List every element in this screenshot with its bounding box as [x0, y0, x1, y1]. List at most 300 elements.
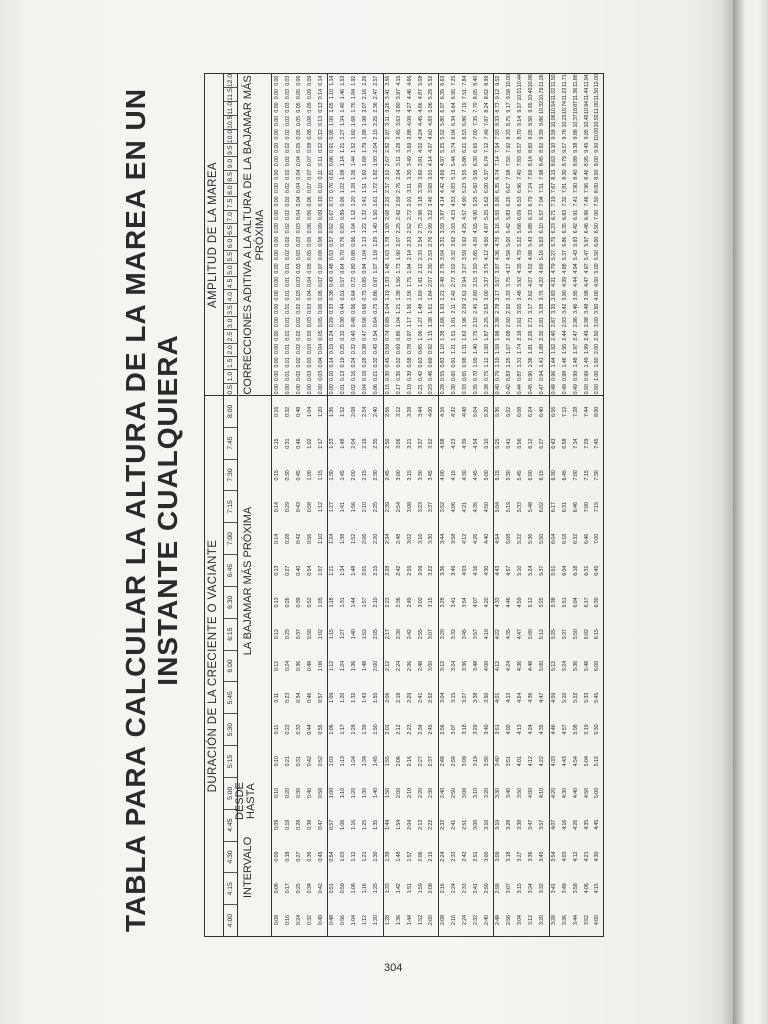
- correction-cell: 2.80: [472, 290, 479, 301]
- interval-cell: 1:36: [329, 406, 336, 417]
- correction-column: [440, 275, 491, 288]
- correction-cell: 0.02: [284, 115, 291, 127]
- amplitude-column-header: 10.0: [224, 129, 237, 143]
- interval-cell: 3:49: [450, 565, 457, 576]
- correction-cell: 0.04: [362, 384, 369, 395]
- table-block: [493, 74, 549, 936]
- correction-cell: 0.01: [284, 263, 291, 274]
- correction-cell: 2.45: [472, 303, 479, 314]
- correction-cell: 11.36: [572, 87, 579, 101]
- interval-cell: 3:44: [572, 915, 579, 926]
- correction-column: [551, 181, 602, 194]
- interval-cell: 4:13: [517, 724, 524, 735]
- correction-column: [274, 329, 325, 342]
- correction-column: [440, 101, 491, 114]
- correction-column: [329, 342, 380, 355]
- correction-cell: 8.70: [517, 129, 524, 140]
- correction-cell: 7.00: [472, 129, 479, 140]
- correction-column: [385, 369, 436, 382]
- correction-cell: 0.03: [284, 89, 291, 100]
- correction-cell: 1.18: [373, 250, 380, 261]
- interval-cell: 2:33: [461, 883, 468, 894]
- interval-cell: 2:33: [450, 851, 457, 862]
- correction-cell: 6.74: [495, 169, 502, 180]
- correction-cell: 9.50: [594, 142, 601, 153]
- interval-cell: 0:31: [284, 438, 291, 449]
- correction-column: [329, 128, 380, 141]
- correction-cell: 3.17: [495, 290, 502, 301]
- correction-cell: 4.57: [461, 209, 468, 220]
- interval-cell: 6:31: [583, 565, 590, 576]
- correction-cell: 5.43: [528, 236, 535, 247]
- correction-cell: 0.03: [306, 317, 313, 328]
- interval-cell: 4:47: [517, 629, 524, 640]
- correction-cell: 0.02: [284, 156, 291, 167]
- correction-cell: 2.48: [440, 276, 446, 288]
- correction-column: [385, 87, 436, 100]
- correction-cell: 5.13: [450, 169, 457, 180]
- interval-cell: 3:58: [450, 533, 457, 544]
- correction-cell: 5.08: [417, 75, 424, 86]
- correction-cell: 1.05: [472, 357, 479, 368]
- correction-cell: 4.79: [550, 263, 557, 274]
- interval-cell: 3:36: [440, 565, 446, 576]
- correction-cell: 4.76: [495, 236, 502, 247]
- correction-cell: 3.75: [539, 290, 546, 301]
- correction-cell: 4.37: [428, 142, 435, 153]
- interval-cell: 3:28: [440, 597, 446, 608]
- interval-cell: 0:10: [274, 756, 280, 767]
- interval-cell: 7:30: [594, 470, 601, 481]
- interval-cell: 3:27: [461, 692, 468, 703]
- correction-cell: 3.18: [417, 196, 424, 207]
- interval-column: [385, 904, 436, 936]
- interval-cell: 7:00: [572, 470, 579, 481]
- correction-cell: 1.94: [406, 263, 413, 274]
- interval-cell: 2:08: [428, 883, 435, 894]
- correction-cell: 0.91: [450, 357, 457, 368]
- interval-cell: 2:30: [395, 629, 402, 640]
- interval-cell: 4:06: [583, 883, 590, 894]
- correction-column: [495, 329, 546, 342]
- duration-column-header: 6:30: [224, 586, 237, 618]
- interval-cell: 1:00: [329, 788, 336, 799]
- interval-cell: 1:17: [340, 724, 347, 735]
- interval-cell: 5:37: [539, 565, 546, 576]
- correction-cell: 0.23: [428, 384, 435, 395]
- interval-cell: 1:33: [329, 438, 336, 449]
- interval-cell: 6:46: [572, 502, 579, 513]
- interval-cell: 6:56: [550, 406, 557, 417]
- interval-cell: 4:40: [572, 788, 579, 799]
- correction-column: [440, 222, 491, 235]
- interval-column: [385, 396, 436, 428]
- interval-cell: 5:30: [594, 724, 601, 735]
- correction-cell: 6.35: [495, 183, 502, 194]
- correction-cell: 7.84: [461, 75, 468, 86]
- correction-cell: 0.03: [306, 330, 313, 341]
- duration-header: DURACIÓN DE LA CRECIENTE O VACIANTE: [207, 539, 219, 793]
- correction-cell: 3.59: [440, 223, 446, 234]
- interval-cell: 7:00: [583, 502, 590, 513]
- correction-cell: 0.01: [284, 290, 291, 301]
- interval-cell: 0:14: [274, 502, 280, 513]
- correction-column: [329, 208, 380, 221]
- correction-cell: 0.95: [340, 196, 347, 207]
- correction-column: [495, 275, 546, 288]
- interval-cell: 3:23: [417, 502, 424, 513]
- interval-column: [329, 460, 380, 492]
- correction-column: [385, 356, 436, 369]
- correction-cell: 4.02: [417, 142, 424, 153]
- interval-cell: 4:00: [428, 406, 435, 417]
- correction-cell: 3.22: [428, 209, 435, 220]
- interval-cell: 1:40: [351, 629, 358, 640]
- amplitude-column-header: 7.0: [224, 210, 237, 223]
- correction-cell: 7.67: [550, 183, 557, 194]
- correction-cell: 1.68: [351, 115, 358, 127]
- correction-cell: 0.00: [274, 344, 280, 355]
- interval-cell: 0:11: [274, 692, 280, 703]
- correction-cell: 1.97: [572, 344, 579, 355]
- correction-cell: 0.03: [295, 223, 302, 234]
- correction-cell: 0.52: [395, 357, 402, 368]
- correction-column: [329, 262, 380, 275]
- correction-cell: 0.83: [506, 370, 513, 381]
- correction-cell: 4.39: [561, 276, 568, 288]
- interval-column: [385, 714, 436, 746]
- correction-cell: 2.14: [406, 250, 413, 261]
- interval-cell: 3:30: [483, 756, 490, 767]
- interval-cell: 1:51: [406, 883, 413, 894]
- interval-cell: 1:03: [340, 851, 347, 862]
- interval-column: [495, 650, 546, 682]
- correction-cell: 0.50: [594, 384, 601, 395]
- interval-cell: 6:43: [550, 438, 557, 449]
- correction-cell: 1.52: [351, 142, 358, 153]
- correction-cell: 0.48: [329, 263, 336, 274]
- interval-cell: 2:40: [373, 406, 380, 417]
- interval-cell: 3:16: [417, 533, 424, 544]
- correction-cell: 0.02: [295, 303, 302, 314]
- interval-cell: 1:02: [306, 438, 313, 449]
- interval-cell: 1:38: [340, 533, 347, 544]
- interval-column: [495, 618, 546, 650]
- interval-cell: 6:17: [583, 597, 590, 608]
- interval-cell: 3:40: [506, 788, 513, 799]
- duration-column-header: 7:45: [224, 427, 237, 459]
- interval-cell: 5:04: [583, 756, 590, 767]
- correction-cell: 0.06: [373, 384, 380, 395]
- correction-column: [551, 168, 602, 181]
- interval-cell: 6:40: [539, 406, 546, 417]
- correction-cell: 5.25: [472, 196, 479, 207]
- correction-cell: 1.60: [362, 169, 369, 180]
- interval-column: [551, 650, 602, 682]
- correction-cell: 7.04: [539, 196, 546, 207]
- interval-column: [495, 777, 546, 809]
- duration-column-header: 4:45: [224, 809, 237, 841]
- correction-cell: 0.04: [295, 156, 302, 167]
- interval-column: [329, 523, 380, 555]
- correction-cell: 0.56: [351, 303, 358, 314]
- interval-cell: 1:52: [351, 533, 358, 544]
- correction-cell: 5.55: [461, 169, 468, 180]
- correction-cell: 0.49: [561, 384, 568, 395]
- correction-cell: 9.58: [506, 89, 513, 100]
- duration-column-header: 4:00: [224, 904, 237, 936]
- correction-cell: 2.87: [550, 317, 557, 328]
- correction-cell: 2.75: [417, 223, 424, 234]
- correction-column: [385, 208, 436, 221]
- correction-cell: 0.02: [284, 209, 291, 220]
- correction-cell: 4.87: [417, 89, 424, 100]
- correction-cell: 1.27: [340, 129, 347, 140]
- correction-cell: 5.16: [539, 250, 546, 261]
- interval-cell: 2:04: [406, 819, 413, 830]
- interval-cell: 4:16: [440, 406, 446, 417]
- interval-cell: 1:21: [329, 565, 336, 576]
- correction-column: [495, 114, 546, 127]
- correction-cell: 10.00: [506, 74, 513, 88]
- correction-cell: 0.00: [274, 129, 280, 140]
- correction-cell: 1.95: [561, 344, 568, 355]
- correction-cell: 5.52: [428, 75, 435, 86]
- correction-column: [440, 383, 491, 396]
- interval-column: [440, 523, 491, 555]
- correction-cell: 3.26: [384, 102, 391, 113]
- interval-cell: 3:52: [583, 915, 590, 926]
- duration-column-header: 4:30: [224, 841, 237, 873]
- correction-column: [495, 195, 546, 208]
- correction-cell: 7.51: [539, 183, 546, 194]
- interval-cell: 3:28: [550, 915, 557, 926]
- interval-column: [274, 523, 325, 555]
- interval-column: [551, 491, 602, 523]
- correction-cell: 0.06: [295, 75, 302, 86]
- correction-cell: 1.04: [395, 317, 402, 328]
- correction-cell: 3.50: [472, 263, 479, 274]
- correction-cell: 1.96: [461, 317, 468, 328]
- interval-cell: 1:48: [351, 565, 358, 576]
- correction-cell: 0.43: [329, 276, 336, 288]
- interval-cell: 2:36: [406, 660, 413, 672]
- correction-cell: 0.76: [329, 183, 336, 194]
- interval-cell: 2:15: [373, 565, 380, 576]
- correction-cell: 5.86: [561, 236, 568, 247]
- interval-cell: 4:30: [483, 565, 490, 576]
- correction-cell: 11.00: [594, 101, 601, 114]
- interval-cell: 2:25: [373, 502, 380, 513]
- interval-cell: 6:30: [594, 597, 601, 608]
- interval-cell: 1:57: [362, 597, 369, 608]
- correction-column: [274, 155, 325, 168]
- correction-cell: 0.02: [284, 142, 291, 153]
- interval-column: [274, 714, 325, 746]
- interval-cell: 0:48: [295, 406, 302, 417]
- correction-cell: 7.83: [517, 156, 524, 167]
- interval-cell: 3:12: [528, 915, 535, 926]
- correction-column: [495, 155, 546, 168]
- correction-cell: 1.25: [506, 357, 513, 368]
- correction-column: [329, 74, 380, 87]
- correction-cell: 2.37: [384, 183, 391, 194]
- correction-cell: 4.90: [461, 196, 468, 207]
- correction-cell: 1.69: [362, 156, 369, 167]
- tide-table: [204, 73, 604, 937]
- interval-column: [551, 428, 602, 460]
- interval-cell: 2:19: [362, 438, 369, 449]
- correction-cell: 11.50: [550, 74, 557, 88]
- correction-column: [329, 181, 380, 194]
- correction-cell: 6.64: [450, 102, 457, 113]
- interval-cell: 1:20: [373, 915, 380, 926]
- interval-cell: 1:20: [340, 692, 347, 703]
- correction-cell: 0.00: [306, 384, 313, 395]
- interval-cell: 2:42: [395, 565, 402, 576]
- correction-column: [329, 383, 380, 396]
- correction-cell: 2.08: [384, 209, 391, 220]
- interval-cell: 3:44: [417, 406, 424, 417]
- interval-cell: 5:25: [550, 629, 557, 640]
- interval-cell: 2:01: [362, 565, 369, 576]
- correction-cell: 0.21: [417, 384, 424, 395]
- duration-columns: [223, 396, 238, 936]
- correction-cell: 0.15: [384, 384, 391, 395]
- interval-cell: 1:09: [329, 692, 336, 703]
- interval-column: [440, 904, 491, 936]
- correction-cell: 0.04: [306, 290, 313, 301]
- correction-cell: 9.95: [528, 102, 535, 113]
- interval-cell: 3:51: [495, 724, 502, 735]
- correction-cell: 4.35: [517, 263, 524, 274]
- correction-cell: 6.63: [440, 75, 446, 86]
- correction-column: [385, 383, 436, 396]
- correction-column: [440, 208, 491, 221]
- correction-cell: 2.81: [539, 317, 546, 328]
- correction-cell: 0.01: [284, 276, 291, 288]
- interval-cell: 6:08: [517, 406, 524, 417]
- correction-cell: 10.50: [594, 114, 601, 128]
- correction-cell: 0.86: [329, 156, 336, 167]
- correction-cell: 4.36: [495, 250, 502, 261]
- correction-column: [495, 128, 546, 141]
- correction-cell: 0.44: [340, 303, 347, 314]
- duration-column-header: 6:45: [224, 554, 237, 586]
- interval-cell: 4:30: [561, 788, 568, 799]
- correction-cell: 5.55: [495, 209, 502, 220]
- correction-column: [385, 74, 436, 87]
- interval-cell: 1:52: [340, 406, 347, 417]
- correction-cell: 0.63: [417, 357, 424, 368]
- interval-cell: 2:50: [450, 788, 457, 799]
- duration-column-header: 7:30: [224, 459, 237, 491]
- interval-cell: 4:12: [528, 756, 535, 767]
- correction-cell: 8.60: [528, 142, 535, 153]
- correction-cell: 2.98: [583, 317, 590, 328]
- correction-cell: 7.24: [528, 183, 535, 194]
- correction-cell: 4.45: [417, 115, 424, 127]
- correction-cell: 0.04: [295, 183, 302, 194]
- interval-column: [385, 491, 436, 523]
- correction-cell: 5.60: [472, 183, 479, 194]
- correction-column: [440, 128, 491, 141]
- title-line-1: TABLA PARA CALCULAR LA ALTURA DE LA MAREA EN UN: [120, 88, 151, 932]
- interval-cell: 0:30: [295, 788, 302, 799]
- interval-cell: 0:52: [317, 756, 324, 767]
- correction-cell: 3.30: [406, 169, 413, 180]
- interval-cell: 4:20: [550, 788, 557, 799]
- correction-cell: 8.14: [528, 156, 535, 167]
- correction-cell: 0.55: [440, 370, 446, 381]
- interval-cell: 1:12: [351, 851, 358, 862]
- interval-cell: 3:37: [428, 502, 435, 513]
- interval-column: [274, 873, 325, 905]
- correction-cell: 1.19: [384, 290, 391, 301]
- correction-cell: 3.92: [461, 236, 468, 247]
- correction-cell: 0.04: [295, 196, 302, 207]
- interval-cell: 6:04: [572, 597, 579, 608]
- correction-column: [495, 74, 546, 87]
- duration-column-header: 6:15: [224, 618, 237, 650]
- interval-cell: 3:28: [506, 819, 513, 830]
- correction-cell: 7.69: [528, 169, 535, 180]
- interval-cell: 3:00: [461, 788, 468, 799]
- interval-cell: 0:58: [306, 502, 313, 513]
- interval-cell: 1:21: [362, 851, 369, 862]
- interval-cell: 0:34: [306, 883, 313, 894]
- correction-cell: 0.72: [329, 196, 336, 207]
- interval-cell: 0:24: [295, 915, 302, 926]
- correction-column: [329, 195, 380, 208]
- table-divider: [272, 395, 327, 396]
- interval-cell: 6:18: [572, 565, 579, 576]
- correction-cell: 0.00: [274, 142, 280, 153]
- interval-column: [329, 428, 380, 460]
- correction-cell: 1.41: [539, 357, 546, 368]
- correction-cell: 0.75: [362, 290, 369, 301]
- correction-cell: 10.25: [561, 114, 568, 128]
- interval-cell: 0:37: [295, 629, 302, 640]
- correction-cell: 2.42: [450, 290, 457, 301]
- interval-cell: 1:52: [362, 629, 369, 640]
- correction-cell: 0.97: [406, 330, 413, 341]
- correction-cell: 6.33: [528, 209, 535, 220]
- interval-cell: 2:27: [417, 756, 424, 767]
- correction-cell: 0.14: [329, 357, 336, 368]
- correction-cell: 7.93: [495, 129, 502, 140]
- interval-cell: 2:41: [450, 819, 457, 830]
- correction-cell: 3.45: [395, 129, 402, 140]
- interval-cell: 3:20: [539, 915, 546, 926]
- correction-cell: 1.14: [340, 156, 347, 167]
- interval-cell: 5:25: [495, 438, 502, 449]
- interval-cell: 2:50: [384, 438, 391, 449]
- interval-cell: 2:48: [495, 915, 502, 926]
- correction-column: [329, 101, 380, 114]
- interval-cell: 1:27: [340, 629, 347, 640]
- interval-cell: 5:52: [506, 406, 513, 417]
- correction-cell: 0.38: [362, 344, 369, 355]
- correction-cell: 7.14: [495, 156, 502, 167]
- correction-cell: 1.50: [373, 209, 380, 220]
- correction-cell: 0.58: [406, 357, 413, 368]
- correction-cell: 4.83: [428, 115, 435, 127]
- correction-cell: 0.38: [329, 290, 336, 301]
- interval-cell: 2:39: [384, 502, 391, 513]
- correction-cell: 0.90: [528, 370, 535, 381]
- amplitude-column-header: 6.0: [224, 236, 237, 249]
